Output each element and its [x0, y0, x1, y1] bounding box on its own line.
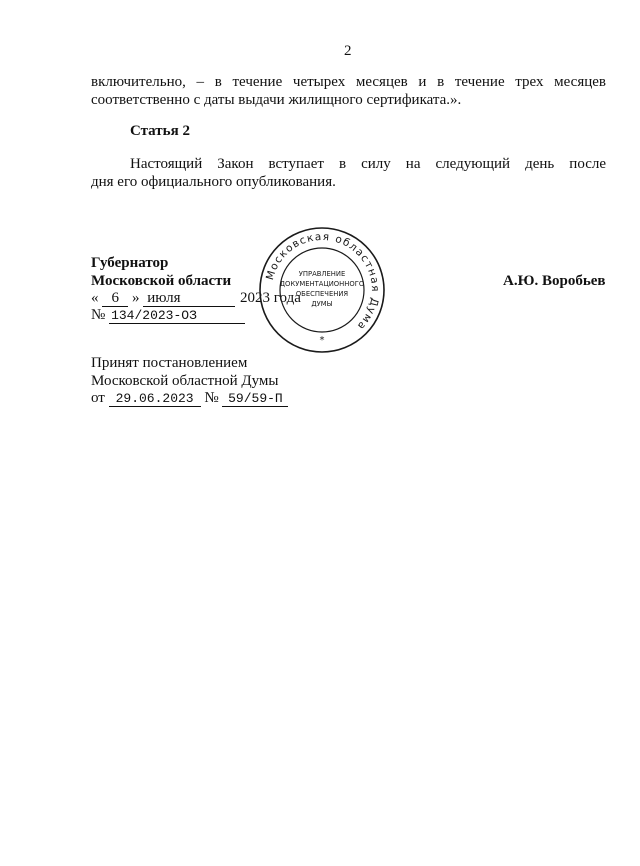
article-heading: Статья 2 [130, 123, 190, 139]
number-label: № [204, 390, 219, 406]
law-number-line [91, 306, 245, 324]
stamp-center-line: ОБЕСПЕЧЕНИЯ [295, 290, 349, 298]
number-label: № [91, 307, 106, 323]
adoption-date: 29.06.2023 [109, 391, 201, 407]
signature-year: 2023 года [240, 290, 301, 306]
signatory-title: Губернатор [91, 255, 169, 271]
from-label: от [91, 390, 105, 406]
adoption-number: 59/59-П [222, 391, 288, 407]
official-stamp [258, 226, 386, 354]
adoption-line: Принят постановлением [91, 355, 248, 371]
signature-day: 6 [102, 291, 128, 307]
adoption-line: Московской областной Думы [91, 373, 279, 389]
quote-close: » [132, 290, 140, 306]
quote-open: « [91, 290, 99, 306]
stamp-ring-text: Московская областная Дума [263, 230, 382, 333]
stamp-star: * [319, 335, 325, 346]
signature-month: июля [143, 291, 235, 307]
law-number: 134/2023-ОЗ [109, 308, 245, 324]
stamp-center-line: ДУМЫ [311, 300, 333, 308]
signatory-region: Московской области [91, 273, 232, 289]
adoption-details [91, 389, 288, 407]
paragraph-line: дня его официального опубликования. [91, 174, 336, 190]
signatory-name: А.Ю. Воробьев [503, 273, 606, 289]
paragraph-line: включительно, – в течение четырех месяцев и в течение трех месяцев [91, 74, 606, 90]
paragraph-line: Настоящий Закон вступает в силу на следующий день после [130, 156, 606, 172]
stamp-center-line: УПРАВЛЕНИЕ [298, 270, 346, 278]
stamp-center-line: ДОКУМЕНТАЦИОННОГО [279, 280, 365, 288]
page-number: 2 [344, 43, 352, 59]
paragraph-line: соответственно с даты выдачи жилищного сертификата.». [91, 92, 462, 108]
